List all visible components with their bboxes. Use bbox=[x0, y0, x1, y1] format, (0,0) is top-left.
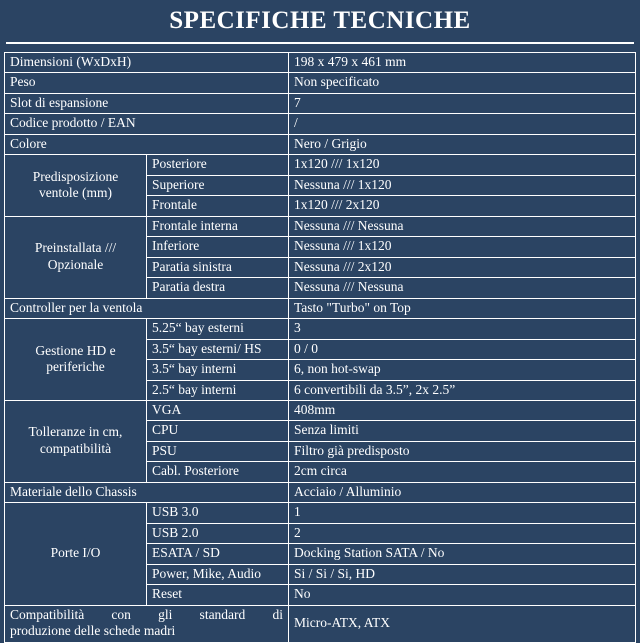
row-value: Filtro già predisposto bbox=[289, 441, 636, 461]
row-sublabel: VGA bbox=[147, 400, 289, 420]
table-row bbox=[5, 134, 636, 154]
row-label: Slot di espansione bbox=[5, 93, 289, 113]
row-sublabel: PSU bbox=[147, 441, 289, 461]
row-value: 0 / 0 bbox=[289, 339, 636, 359]
row-sublabel: Reset bbox=[147, 585, 289, 605]
table-row bbox=[5, 53, 636, 73]
row-label: Peso bbox=[5, 73, 289, 93]
row-value: / bbox=[289, 114, 636, 134]
row-value: 1x120 /// 1x120 bbox=[289, 155, 636, 175]
row-value: 408mm bbox=[289, 400, 636, 420]
row-label: Dimensioni (WxDxH) bbox=[5, 53, 289, 73]
row-value: Tasto "Turbo" on Top bbox=[289, 298, 636, 318]
row-sublabel: Power, Mike, Audio bbox=[147, 564, 289, 584]
table-row bbox=[5, 114, 636, 134]
row-sublabel: USB 2.0 bbox=[147, 523, 289, 543]
table-row bbox=[5, 216, 636, 236]
page-title-bar bbox=[6, 0, 634, 44]
specifications-table bbox=[4, 52, 636, 643]
row-value: 6 convertibili da 3.5”, 2x 2.5” bbox=[289, 380, 636, 400]
row-sublabel: ESATA / SD bbox=[147, 544, 289, 564]
table-row bbox=[5, 73, 636, 93]
group-label-io-ports bbox=[5, 503, 147, 605]
row-value: 2cm circa bbox=[289, 462, 636, 482]
table-row bbox=[5, 503, 636, 523]
row-value: Nero / Grigio bbox=[289, 134, 636, 154]
group-label-line: Porte I/O bbox=[50, 545, 101, 561]
row-value: Senza limiti bbox=[289, 421, 636, 441]
row-label: Colore bbox=[5, 134, 289, 154]
row-value: 1x120 /// 2x120 bbox=[289, 196, 636, 216]
row-value: Nessuna /// 2x120 bbox=[289, 257, 636, 277]
row-sublabel: 3.5“ bay esterni/ HS bbox=[147, 339, 289, 359]
row-sublabel: USB 3.0 bbox=[147, 503, 289, 523]
row-value: 1 bbox=[289, 503, 636, 523]
row-value: 7 bbox=[289, 93, 636, 113]
table-row bbox=[5, 155, 636, 175]
row-sublabel: Superiore bbox=[147, 175, 289, 195]
table-row bbox=[5, 298, 636, 318]
row-label-line: produzione delle schede madri bbox=[10, 623, 176, 639]
group-label-line: Opzionale bbox=[47, 256, 104, 272]
row-sublabel: CPU bbox=[147, 421, 289, 441]
row-value: Non specificato bbox=[289, 73, 636, 93]
row-label: Materiale dello Chassis bbox=[5, 482, 289, 502]
row-value: 6, non hot-swap bbox=[289, 360, 636, 380]
row-sublabel: Paratia destra bbox=[147, 278, 289, 298]
table-row bbox=[5, 482, 636, 502]
table-row bbox=[5, 400, 636, 420]
row-sublabel: Frontale interna bbox=[147, 216, 289, 236]
group-label-fan-layout bbox=[5, 155, 147, 216]
row-label-motherboard-compatibility bbox=[5, 605, 289, 642]
row-sublabel: Paratia sinistra bbox=[147, 257, 289, 277]
group-label-line: Tolleranze in cm, bbox=[28, 424, 123, 440]
row-sublabel: 3.5“ bay interni bbox=[147, 360, 289, 380]
row-label-line: Compatibilità con gli standard di bbox=[10, 606, 283, 622]
group-label-line: periferiche bbox=[46, 359, 105, 375]
row-value: Micro-ATX, ATX bbox=[289, 605, 636, 642]
group-label-line: ventole (mm) bbox=[38, 185, 113, 201]
row-sublabel: 2.5“ bay interni bbox=[147, 380, 289, 400]
group-label-line: Gestione HD e bbox=[35, 342, 116, 358]
row-value: Nessuna /// 1x120 bbox=[289, 175, 636, 195]
row-sublabel: 5.25“ bay esterni bbox=[147, 319, 289, 339]
row-value: 198 x 479 x 461 mm bbox=[289, 53, 636, 73]
row-value: Docking Station SATA / No bbox=[289, 544, 636, 564]
row-sublabel: Posteriore bbox=[147, 155, 289, 175]
row-label: Controller per la ventola bbox=[5, 298, 289, 318]
row-value: Nessuna /// Nessuna bbox=[289, 278, 636, 298]
row-value: No bbox=[289, 585, 636, 605]
table-row bbox=[5, 319, 636, 339]
row-value: Acciaio / Alluminio bbox=[289, 482, 636, 502]
group-label-line: Predisposizione bbox=[32, 168, 119, 184]
row-value: 2 bbox=[289, 523, 636, 543]
group-label-line: Preinstallata /// bbox=[34, 240, 117, 256]
group-label-clearances bbox=[5, 400, 147, 482]
page-title: SPECIFICHE TECNICHE bbox=[169, 7, 471, 34]
group-label-drive-bays bbox=[5, 319, 147, 401]
table-row bbox=[5, 93, 636, 113]
row-value: Si / Si / Si, HD bbox=[289, 564, 636, 584]
row-value: 3 bbox=[289, 319, 636, 339]
row-sublabel: Inferiore bbox=[147, 237, 289, 257]
row-value: Nessuna /// Nessuna bbox=[289, 216, 636, 236]
row-value: Nessuna /// 1x120 bbox=[289, 237, 636, 257]
row-label: Codice prodotto / EAN bbox=[5, 114, 289, 134]
group-label-preinstalled-optional bbox=[5, 216, 147, 298]
row-sublabel: Frontale bbox=[147, 196, 289, 216]
group-label-line: compatibilità bbox=[39, 440, 112, 456]
table-row bbox=[5, 605, 636, 642]
row-sublabel: Cabl. Posteriore bbox=[147, 462, 289, 482]
